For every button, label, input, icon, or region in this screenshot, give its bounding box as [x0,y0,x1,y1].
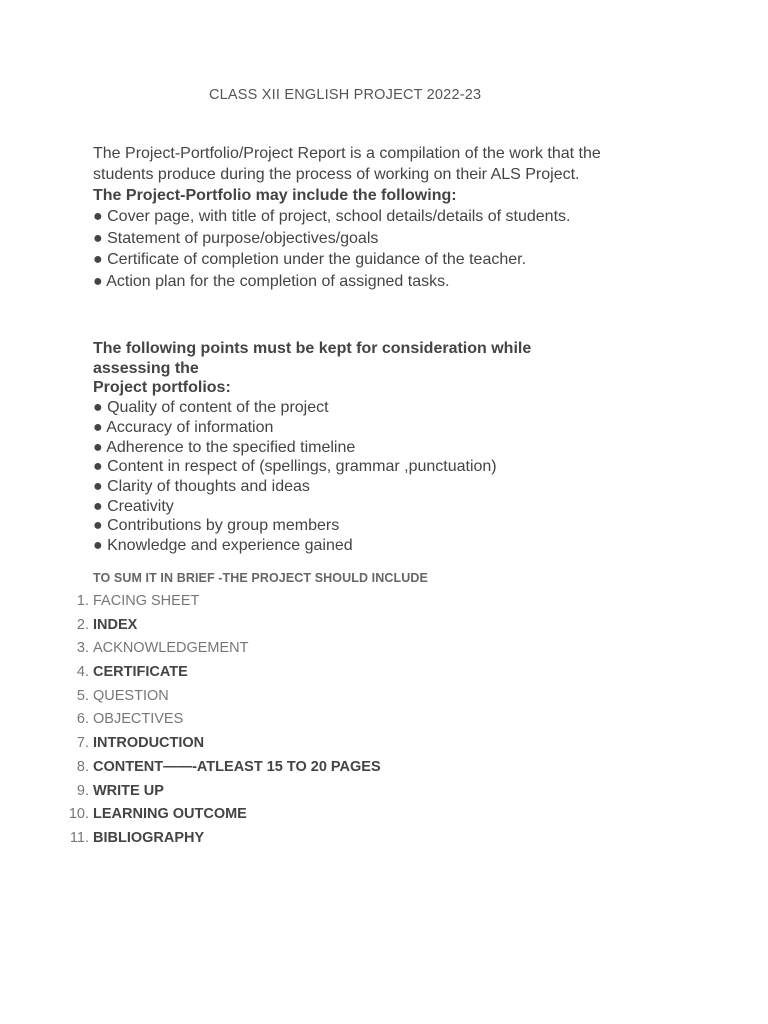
list-item [0,661,768,685]
intro-section [93,143,693,292]
list-item [0,780,768,804]
list-item [0,685,768,709]
list-item [0,732,768,756]
list-item [0,590,768,614]
assessment-bullet-item: ● Creativity [93,497,174,515]
list-item [0,827,768,851]
list-item-label: LEARNING OUTCOME [93,806,247,823]
portfolio-bullet-item: ● Cover page, with title of project, school details/details of students. [93,208,571,225]
list-item-number: 5. [76,687,89,704]
assessment-bullet-item: ● Adherence to the specified timeline [93,438,356,456]
list-item-label: OBJECTIVES [93,711,184,728]
list-item-number: 1. [76,593,89,609]
list-item-label: CONTENT——-ATLEAST 15 TO 20 PAGES [93,758,381,775]
list-item-label: INTRODUCTION [93,735,205,752]
assessment-heading-line-3: Project portfolios: [93,379,231,397]
portfolio-bullet-item: ● Statement of purpose/objectives/goals [93,229,379,247]
assessment-bullet-item: ● Clarity of thoughts and ideas [93,477,310,495]
list-item-number: 2. [76,616,89,633]
list-item [0,614,768,638]
assessment-bullet-item: ● Knowledge and experience gained [93,537,353,555]
list-item-number: 10. [68,806,89,823]
list-item-label: CERTIFICATE [93,664,188,681]
portfolio-bullet-item: ● Action plan for the completion of assigned tasks. [93,272,450,290]
list-item-label: WRITE UP [93,782,164,799]
assessment-heading-line-2: assessing the [93,359,199,377]
assessment-bullet-item: ● Contributions by group members [93,517,340,535]
list-item [0,708,768,732]
list-item-label: INDEX [93,616,138,633]
page-title: CLASS XII ENGLISH PROJECT 2022-23 [209,87,482,103]
list-item-number: 6. [76,711,89,728]
summary-heading: TO SUM IT IN BRIEF -THE PROJECT SHOULD INCLUDE [93,571,428,585]
list-item-label: QUESTION [93,687,169,704]
list-item-number: 11. [69,829,89,846]
list-item-number: 9. [76,782,89,799]
list-item-number: 4. [76,664,89,681]
list-item [0,637,768,661]
summary-list [0,590,768,851]
list-item-number: 8. [76,758,89,775]
portfolio-subheading: The Project-Portfolio may include the following: [93,187,457,204]
assessment-heading-line-1: The following points must be kept for consideration while [93,340,532,357]
list-item-label: ACKNOWLEDGEMENT [93,640,249,657]
list-item-label: BIBLIOGRAPHY [93,829,205,846]
assessment-section [93,339,693,556]
list-item-number: 3. [76,640,89,657]
list-item-number: 7. [76,735,89,752]
assessment-bullet-item: ● Content in respect of (spellings, grammar ,punctuation) [93,458,497,476]
portfolio-bullet-item: ● Certificate of completion under the guidance of the teacher. [93,251,527,268]
assessment-bullet-item: ● Quality of content of the project [93,399,329,417]
intro-paragraph-line-2: students produce during the process of working on their ALS Project. [93,166,580,183]
list-item [0,803,768,827]
list-item [0,756,768,780]
intro-paragraph-line-1: The Project-Portfolio/Project Report is a compilation of the work that the [93,145,601,162]
list-item-label: FACING SHEET [93,593,200,609]
assessment-bullet-item: ● Accuracy of information [93,418,274,436]
